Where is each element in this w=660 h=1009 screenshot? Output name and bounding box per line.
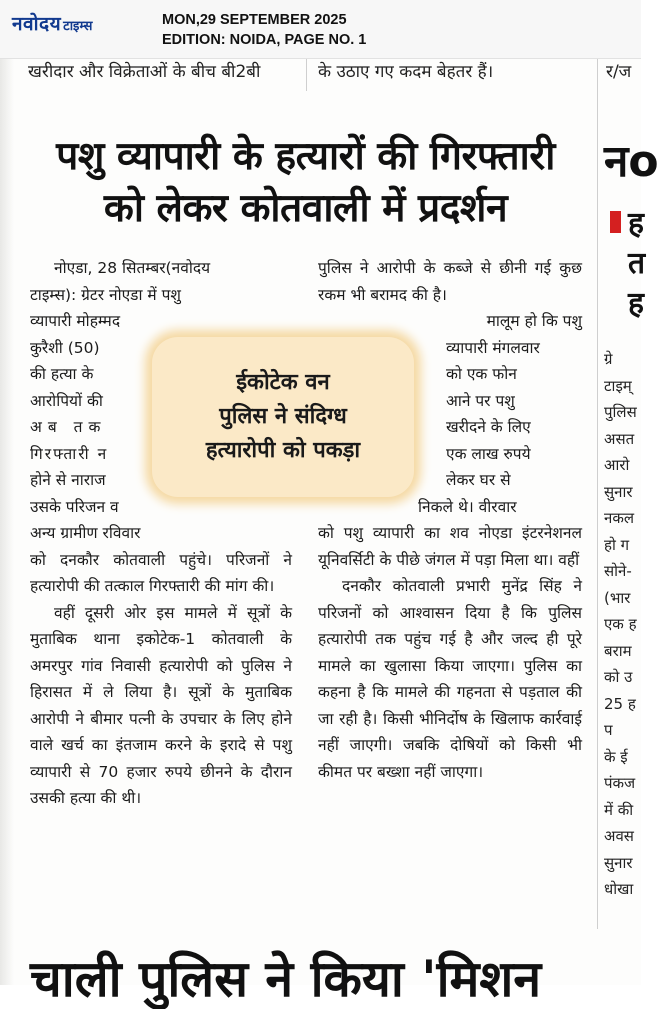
col1-line: होने से नाराज (30, 471, 106, 489)
adjacent-text-line: पुलिस (604, 403, 637, 421)
col1-line: गिरफ्तारी न (30, 444, 109, 463)
col2-line: एक लाख रुपये (446, 444, 531, 463)
prev-article-line-left: खरीदार और विक्रेताओं के बीच बी2बी (28, 62, 261, 82)
adjacent-text-line: एक ह (604, 615, 637, 633)
col1-paragraph-2: वहीं दूसरी ओर इस मामले में सूत्रों के मुताबिक थाना इकोटेक-1 कोतवाली के अमरपुर गांव निवासी हत्यारोपी को पुलिस ने हिरासत में ले लिया है। सूत्रों के मुताबिक आरोपी ने बीमार पत्नी के उपचार के लिए होने वाले खर्च का इंतजाम करने के इरादे से पशु व्यापारी से 70 हजार रुपये छीनने के दौरान उसकी हत्या की थी। (30, 603, 292, 807)
logo-main-text: नवोदय (12, 13, 62, 35)
pull-quote-box (152, 337, 414, 497)
pull-quote-line-1: ईकोटेक वन (236, 370, 330, 395)
col2-line: निकले थे। वीरवार (418, 497, 517, 516)
adjacent-text-line: पंकज (604, 774, 636, 792)
date-line: MON,29 SEPTEMBER 2025 (162, 12, 347, 28)
col1-line: नोएडा, 28 सितम्बर(नवोदय (54, 259, 211, 277)
column-divider (306, 59, 307, 91)
adjacent-text-line: को उ (604, 668, 633, 686)
col2-line: व्यापारी मंगलवार (446, 338, 540, 357)
adjacent-subhead-1: ह (628, 206, 644, 241)
article-headline (18, 131, 593, 235)
edition-info (162, 10, 366, 50)
adjacent-text-line: बराम (604, 641, 632, 660)
logo-sub-text: टाइम्स (63, 19, 93, 34)
col2-line: मालूम हो कि पशु (486, 312, 582, 330)
adjacent-text-line: नकल (604, 509, 635, 527)
prev-article-line-middle: के उठाए गए कदम बेहतर हैं। (318, 62, 494, 82)
newspaper-logo (12, 10, 92, 36)
next-article-headline: चाली पुलिस ने किया 'मिशन (30, 950, 542, 1008)
col1-line: व्यापारी मोहम्मद (30, 312, 121, 330)
page-edge-shadow (0, 59, 14, 985)
adjacent-text-line: हो ग (604, 535, 630, 554)
pull-quote-line-2: पुलिस ने संदिग्ध (219, 404, 347, 429)
adjacent-text-line: ग्रे (604, 350, 613, 368)
adjacent-text-line: प (604, 721, 613, 739)
col2-paragraph-2: को पशु व्यापारी का शव नोएडा इंटरनेशनल यूनिवर्सिटी के पीछे जंगल में पड़ा मिला था। वहीं (318, 524, 582, 569)
adjacent-text-line: धोखा (604, 880, 634, 898)
adjacent-subhead-2: त (628, 246, 646, 281)
red-bullet-marker (610, 211, 621, 233)
adjacent-text-line: (भार (604, 588, 631, 607)
page-header (0, 0, 641, 59)
prev-article-line-right: र/ज (606, 62, 632, 82)
adjacent-text-line: सोने- (604, 562, 632, 580)
col2-line: आने पर पशु (446, 391, 515, 410)
col2-line: को एक फोन (446, 365, 517, 383)
headline-line-1: पशु व्यापारी के हत्यारों की गिरफ्तारी (56, 134, 555, 179)
adjacent-text-line: सुनार (604, 482, 633, 501)
col1-line: की हत्या के (30, 365, 94, 383)
col1-line: कुरैशी (50) (30, 338, 100, 357)
adjacent-headline: नo (604, 136, 659, 187)
col2-line: लेकर घर से (446, 471, 511, 489)
col1-line: टाइम्स): ग्रेटर नोएडा में पशु (30, 285, 181, 304)
pull-quote-line-3: हत्यारोपी को पकड़ा (205, 438, 361, 463)
col1-line: अन्य ग्रामीण रविवार (30, 524, 141, 542)
adjacent-text-line: असत (604, 429, 635, 448)
adjacent-text-line: में की (604, 800, 634, 819)
adjacent-text-line: 25 ह (604, 694, 636, 713)
article-column-2 (318, 255, 582, 785)
col1-line: उसके परिजन व (30, 497, 119, 516)
adjacent-text-line: सुनार (604, 853, 633, 872)
headline-line-2: को लेकर कोतवाली में प्रदर्शन (103, 186, 508, 231)
col1-paragraph-1: को दनकौर कोतवाली पहुंचे। परिजनों ने हत्यारोपी की तत्काल गिरफ्तारी की मांग की। (30, 550, 292, 595)
adjacent-article-column (600, 59, 660, 929)
col2-paragraph-1: पुलिस ने आरोपी के कब्जे से छीनी गई कुछ रकम भी बरामद की है। (318, 259, 582, 304)
adjacent-subhead-3: ह (628, 286, 644, 321)
adjacent-text-line: आरो (604, 456, 630, 474)
adjacent-text-line: अवस (604, 827, 634, 845)
edition-line: EDITION: NOIDA, PAGE NO. 1 (162, 32, 367, 48)
column-divider-right (597, 59, 598, 929)
col1-line: अब तक (30, 418, 107, 436)
col1-line: आरोपियों की (30, 391, 103, 410)
adjacent-text-line: टाइम् (604, 376, 632, 395)
col2-paragraph-3: दनकौर कोतवाली प्रभारी मुनेंद्र सिंह ने परिजनों को आश्वासन दिया है कि पुलिस हत्यारोपी तक पहुंच गई है और जल्द ही पूरे मामले का खुलासा किया जाएगा। पुलिस का कहना है कि मामले की गहनता से पड़ताल की जा रही है। किसी भीनिर्दोष के खिलाफ कार्रवाई नहीं जाएगी। जबकि दोषियों को किसी भी कीमत पर बख्शा नहीं जाएगा। (318, 577, 582, 781)
newspaper-page (0, 59, 659, 1008)
adjacent-text-line: के ई (604, 747, 628, 766)
col2-line: खरीदने के लिए (446, 418, 531, 436)
